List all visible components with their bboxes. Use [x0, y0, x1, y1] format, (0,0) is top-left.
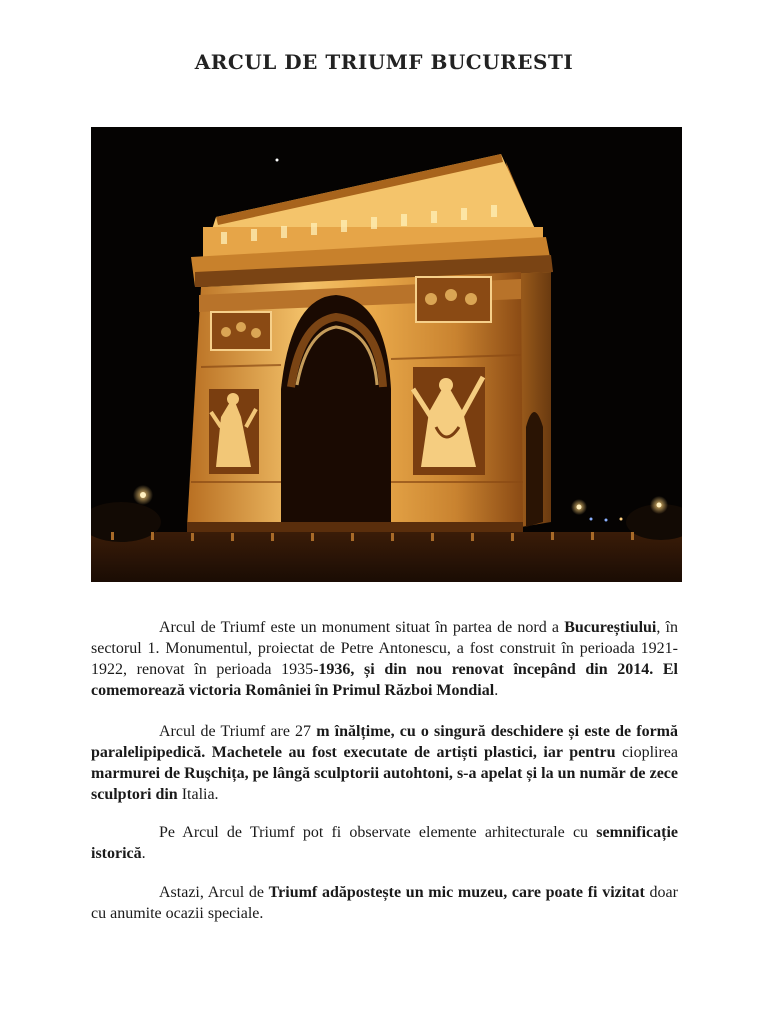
arch-photo: [91, 127, 682, 582]
paragraph-text-segment: semnificație istorică: [91, 824, 678, 862]
paragraph-text-segment: Triumf adăpostește un mic muzeu, care poate fi vizitat: [268, 884, 645, 901]
paragraph-text-segment: Pe Arcul de Triumf pot fi observate elemente arhitecturale cu: [159, 824, 597, 841]
page-title: ARCUL DE TRIUMF BUCURESTI: [194, 50, 574, 74]
paragraph-text-segment: Italia.: [177, 786, 219, 803]
paragraph-text-segment: m înălțime, cu o singură deschidere și este de formă paralelipipedică. Machetele au fost executate de artiști plastici, iar pentru: [91, 723, 679, 761]
paragraph-text-segment: Arcul de Triumf este un monument situat în partea de nord a: [159, 619, 565, 636]
paragraph-text-segment: .: [141, 845, 146, 862]
paragraph-text-segment: Astazi, Arcul de: [159, 884, 269, 901]
paragraph-text-segment: doar cu anumite ocazii speciale.: [91, 884, 678, 922]
paragraph-text-segment: Bucureștiului: [564, 619, 657, 636]
paragraph-text-segment: .: [494, 682, 499, 699]
paragraph-text-segment: , în sectorul 1. Monumentul, proiectat de Petre Antonescu, a fost construit în perioada 1921-1922, renovat în perioada 1935-: [91, 619, 679, 678]
paragraph-3: [91, 822, 678, 864]
paragraph-text-segment: Arcul de Triumf are 27: [159, 723, 317, 740]
paragraph-text-segment: marmurei de Ruşchița, pe lângă sculptorii autohtoni, s-a apelat și la un număr de zece sculptori din: [91, 765, 678, 803]
paragraph-1: [91, 617, 678, 701]
paragraph-2: [91, 721, 678, 805]
paragraph-text-segment: cioplirea: [615, 744, 678, 761]
paragraph-text-segment: 1936, și din nou renovat începând din 2014. El comemorează victoria României în Primul Război Mondial: [91, 661, 679, 699]
paragraph-4: [91, 882, 678, 924]
